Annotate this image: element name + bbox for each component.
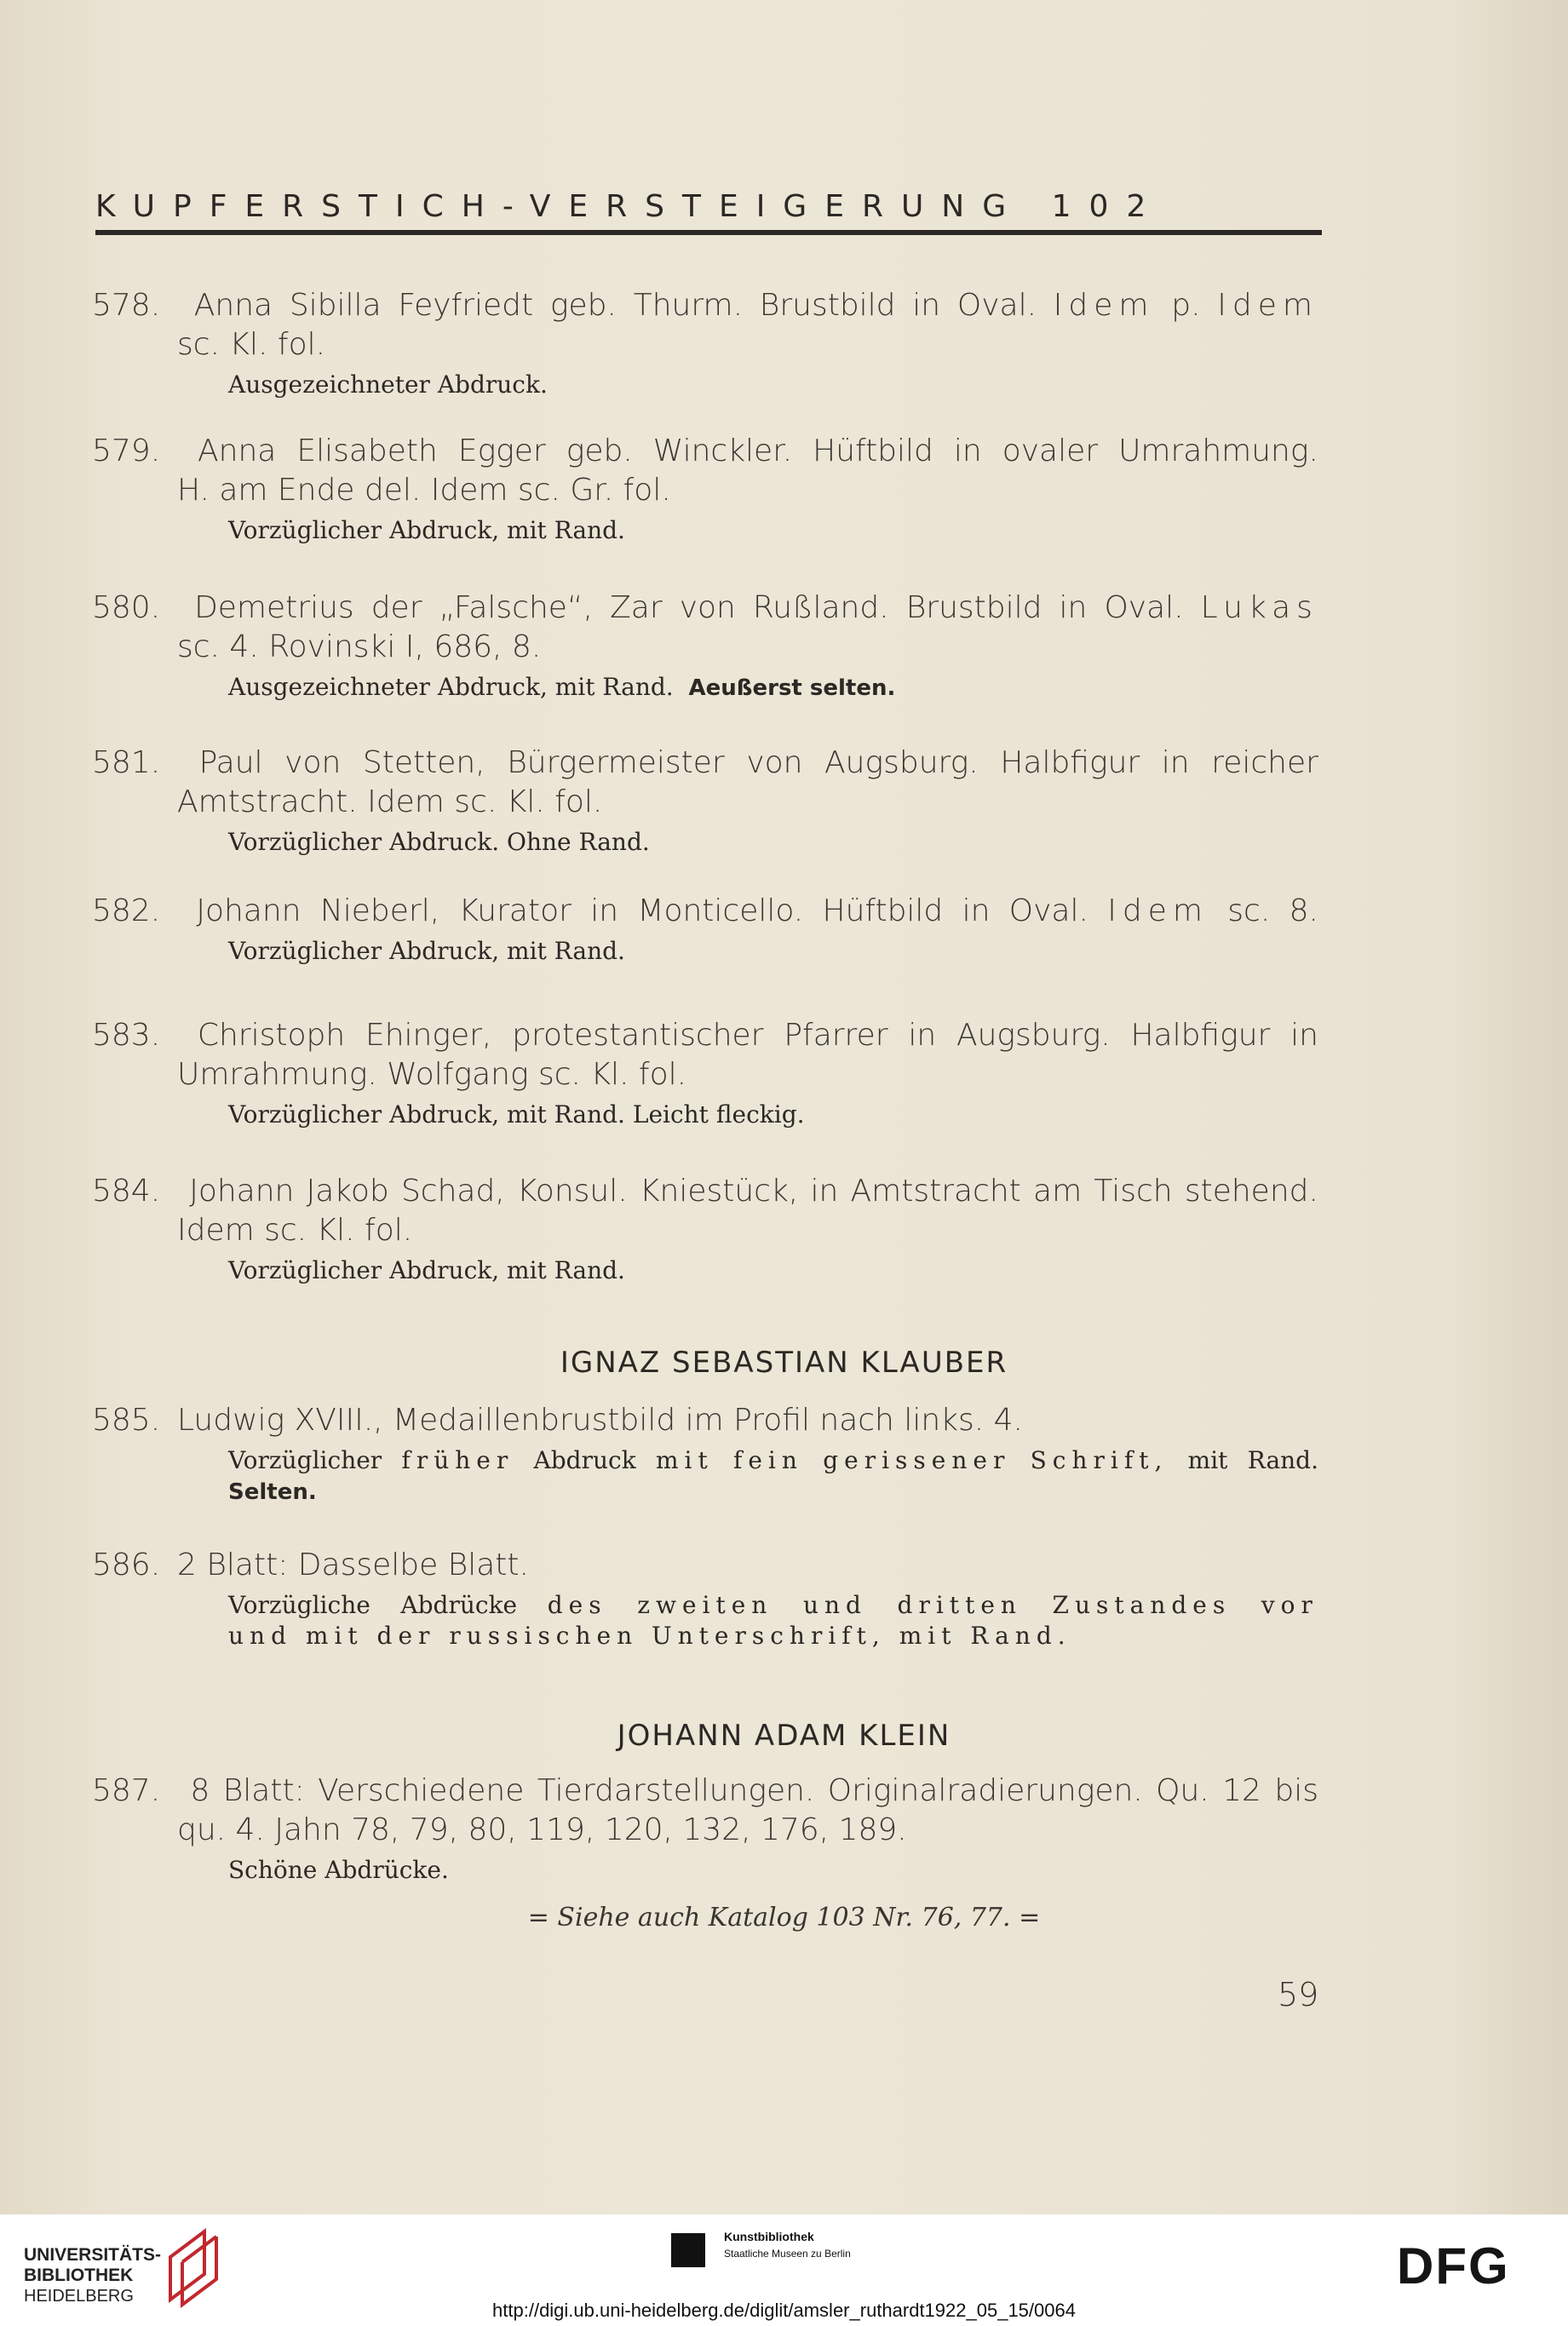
condition-note: Vorzüglicher Abdruck, mit Rand. Leicht fleckig. — [228, 1100, 805, 1129]
footer-bar: UNIVERSITÄTS- BIBLIOTHEK HEIDELBERG Kunstbibliothek Staatliche Museen zu Berlin DFG http://digi.ub.uni-heidelberg.de/diglit/amsler_ruthardt1922_05_15/0064 — [0, 2214, 1568, 2326]
catalog-entry-582 — [92, 892, 1318, 967]
entry-number: 582. — [92, 893, 161, 928]
condition-note: Vorzüglicher Abdruck, mit Rand. — [228, 516, 625, 544]
catalog-entry-587 — [92, 1772, 1318, 1886]
running-header: KUPFERSTICH-VERSTEIGERUNG 102 — [95, 189, 1164, 224]
catalog-entry-580 — [92, 589, 1318, 704]
condition-note: Schöne Abdrücke. — [228, 1856, 449, 1884]
entry-number: 583. — [92, 1018, 161, 1053]
catalog-entry-586 — [92, 1546, 1318, 1651]
entry-line: 581. Paul von Stetten, Bürgermeister von Augsburg. Halbfigur in reicher — [92, 744, 1318, 783]
entry-line: 587. 8 Blatt: Verschiedene Tierdarstellungen. Originalradierungen. Qu. 12 bis — [92, 1772, 1318, 1811]
kunstbibliothek-icon — [671, 2233, 705, 2267]
condition-note: Vorzügliche Abdrücke des zweiten und dritten Zustandes vor — [228, 1591, 1318, 1619]
condition-note: Vorzüglicher Abdruck, mit Rand. — [228, 937, 625, 965]
condition-note: Ausgezeichneter Abdruck. — [228, 370, 548, 399]
entry-line: qu. 4. Jahn 78, 79, 80, 119, 120, 132, 176, 189. — [177, 1812, 907, 1847]
entry-number: 579. — [92, 434, 161, 468]
entry-line: Idem sc. Kl. fol. — [177, 1213, 413, 1248]
condition-note-cont: und mit der russischen Unterschrift, mit Rand. — [228, 1622, 1071, 1650]
entry-line: 578. Anna Sibilla Feyfriedt geb. Thurm. Brustbild in Oval. Idem p. Idem — [92, 286, 1318, 325]
entry-line: 585. Ludwig XVIII., Medaillenbrustbild im Profil nach links. 4. — [92, 1401, 1318, 1440]
condition-note: Ausgezeichneter Abdruck, mit Rand. Aeußerst selten. — [228, 673, 896, 701]
entry-line: 579. Anna Elisabeth Egger geb. Winckler. Hüftbild in ovaler Umrahmung. — [92, 432, 1318, 471]
entry-line: 580. Demetrius der „Falsche“, Zar von Rußland. Brustbild in Oval. Lukas — [92, 589, 1318, 628]
permalink[interactable]: http://digi.ub.uni-heidelberg.de/diglit/amsler_ruthardt1922_05_15/0064 — [492, 2300, 1076, 2321]
ub-heidelberg-logo-text: UNIVERSITÄTS- BIBLIOTHEK HEIDELBERG — [24, 2245, 162, 2306]
entry-number: 580. — [92, 590, 161, 625]
entry-number: 586. — [92, 1548, 161, 1582]
rarity-note: Selten. — [228, 1479, 317, 1505]
entry-line: Umrahmung. Wolfgang sc. Kl. fol. — [177, 1057, 687, 1092]
artist-heading-klauber: IGNAZ SEBASTIAN KLAUBER — [560, 1346, 1008, 1380]
dfg-logo: DFG — [1397, 2237, 1510, 2294]
entry-line: sc. Kl. fol. — [177, 327, 326, 362]
catalog-entry-583 — [92, 1016, 1318, 1130]
catalog-entry-584 — [92, 1172, 1318, 1286]
entry-line: 583. Christoph Ehinger, protestantischer Pfarrer in Augsburg. Halbfigur in — [92, 1016, 1318, 1055]
entry-number: 581. — [92, 745, 161, 780]
entry-number: 585. — [92, 1403, 161, 1438]
ub-heidelberg-icon — [162, 2223, 225, 2308]
entry-number: 578. — [92, 288, 161, 323]
entry-line: 582. Johann Nieberl, Kurator in Monticello. Hüftbild in Oval. Idem sc. 8. — [92, 892, 1318, 931]
condition-note: Vorzüglicher Abdruck, mit Rand. — [228, 1256, 625, 1284]
entry-line: 586. 2 Blatt: Dasselbe Blatt. — [92, 1546, 1318, 1585]
catalog-entry-581 — [92, 744, 1318, 858]
entry-line: Amtstracht. Idem sc. Kl. fol. — [177, 784, 603, 819]
cross-reference: = Siehe auch Katalog 103 Nr. 76, 77. = — [527, 1903, 1041, 1933]
condition-note: Vorzüglicher Abdruck. Ohne Rand. — [228, 828, 650, 856]
catalog-entry-578 — [92, 286, 1318, 400]
entry-line: H. am Ende del. Idem sc. Gr. fol. — [177, 473, 671, 508]
entry-number: 587. — [92, 1773, 161, 1808]
artist-heading-klein: JOHANN ADAM KLEIN — [617, 1719, 951, 1753]
condition-note: Vorzüglicher früher Abdruck mit fein gerissener Schrift, mit Rand. — [228, 1446, 1318, 1474]
catalog-entry-579 — [92, 432, 1318, 546]
rarity-note: Aeußerst selten. — [688, 675, 896, 701]
entry-line: 584. Johann Jakob Schad, Konsul. Kniestück, in Amtstracht am Tisch stehend. — [92, 1172, 1318, 1211]
page-number: 59 — [1278, 1976, 1319, 2013]
entry-number: 584. — [92, 1174, 161, 1209]
header-rule — [95, 230, 1322, 235]
catalog-entry-585 — [92, 1401, 1318, 1508]
entry-line: sc. 4. Rovinski I, 686, 8. — [177, 629, 542, 664]
